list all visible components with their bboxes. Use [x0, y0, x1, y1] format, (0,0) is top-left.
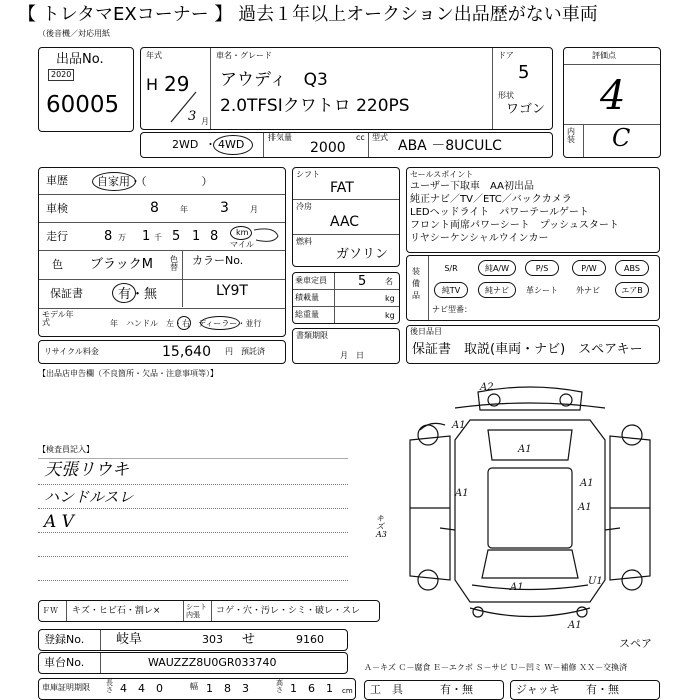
cert-d9: 1 [326, 682, 333, 695]
docs-label: 書類期限 [296, 331, 328, 340]
docs-unit: 月 日 [340, 351, 364, 360]
shaken-label: 車検 [46, 202, 68, 215]
equip-navi: 純ナビ [478, 282, 516, 298]
mark-a2: A2 [480, 382, 494, 393]
color-no: LY9T [216, 283, 248, 299]
header-bar [0, 0, 700, 30]
doors-label: ドア [498, 51, 514, 60]
disp-value: 2000 [310, 140, 346, 156]
reki-value: 自家用・（ ） [97, 175, 213, 188]
lot-number: 60005 [46, 92, 120, 118]
inspector-note-1: 天張リウキ [44, 460, 129, 480]
top-note: （後音機／対応用紙 [38, 29, 110, 38]
capacity-value: 5 [358, 274, 367, 289]
reg-pref: 岐阜 [116, 632, 143, 647]
slash-line [168, 90, 198, 125]
seller-note-label: 【出品店申告欄（不良箇所・欠品・注意事項等）】 [38, 369, 218, 378]
navi-label: ナビ型番： [432, 305, 472, 314]
capacity-label: 乗車定員 [295, 276, 327, 285]
gross-unit: kg [385, 311, 395, 320]
jack-value: 有・無 [586, 683, 619, 696]
lot-label: 出品No. [56, 52, 104, 67]
fuel-label: 燃料 [296, 237, 312, 246]
cert-d8: 6 [308, 682, 315, 695]
header-title: 【 トレタマEXコーナー 】 過去１年以上オークション出品歴がない車両 [18, 4, 598, 25]
score-value: 4 [600, 73, 626, 119]
shape-label: 形状 [498, 91, 514, 100]
model-year-label: モデル年式 [42, 310, 74, 327]
shaken-month: 3 [220, 200, 229, 216]
shaken-month-unit: 月 [250, 205, 258, 214]
year-value: 29 [164, 72, 190, 96]
equip-aw: 純A/W [478, 260, 516, 276]
soko-d1: 5 [172, 229, 181, 244]
sales-line-1: ユーザー下取車 AA初出品 [410, 181, 534, 192]
ac-value: AAC [330, 214, 360, 230]
cert-d2: 4 [138, 682, 145, 695]
shaken-year-unit: 年 [180, 205, 188, 214]
cert-d6: 3 [242, 682, 249, 695]
shape-value: ワゴン [506, 102, 546, 117]
load-unit: kg [385, 294, 395, 303]
shaken-year: 8 [150, 200, 159, 216]
diagram-left-note: キズ A3 [376, 514, 387, 539]
soko-d2: 1 [192, 229, 201, 244]
equip-sr: S/R [444, 264, 458, 273]
man-unit: 万 [118, 233, 126, 242]
jack-label: ジャッキ [516, 683, 560, 696]
soko-man: 8 [104, 229, 113, 244]
model-label: 型式 [372, 133, 388, 142]
mark-a1-door: A1 [578, 502, 592, 513]
fw-value: キズ・ヒビ石・割レ× [72, 606, 161, 616]
mark-u1: U1 [588, 576, 603, 587]
car-diagram [400, 380, 660, 635]
cert-d7: 1 [290, 682, 297, 695]
cert-u: cm [342, 687, 353, 695]
inspector-note-2: ハンドルスレ [44, 488, 134, 506]
hoshou-value: 有・無 [118, 287, 158, 302]
soko-d3: 8 [210, 229, 219, 244]
equip-tv: 純TV [434, 282, 468, 298]
sales-line-4: フロント両席パワーシート プッシュスタート [410, 220, 619, 231]
cert-label: 車庫証明期限 [42, 683, 90, 692]
load-label: 積載量 [295, 293, 319, 302]
year-era: H [146, 75, 159, 94]
name-label: 車名・グレード [216, 51, 272, 60]
tools-label: 工 具 [370, 683, 403, 696]
reg-kana: せ [242, 632, 256, 647]
fuel-value: ガソリン [336, 247, 389, 262]
equip-leather: 革シート [526, 286, 558, 295]
soko-sen: 1 [142, 229, 151, 244]
fw-label: ＦＷ [42, 606, 58, 615]
reg-label: 登録No. [44, 633, 85, 646]
shift-label: シフト [296, 170, 320, 179]
cert-d4: 1 [206, 682, 213, 695]
seat-value: コゲ・穴・汚レ・シミ・破レ・スレ [216, 606, 361, 616]
cert-m: 幅 [190, 682, 198, 691]
equip-label: 装備品 [412, 267, 420, 300]
car-grade: 2.0TFSIクワトロ 220PS [220, 96, 410, 116]
color-label: 色 [52, 258, 63, 271]
month-unit: 月 [201, 117, 209, 126]
equip-pw: P/W [572, 260, 606, 276]
colorchange-label: 色替 [170, 255, 178, 272]
after-label: 後日品目 [410, 327, 442, 336]
ac-label: 冷房 [296, 202, 312, 211]
soko-label: 走行 [46, 230, 68, 243]
cert-y: 長さ [106, 679, 113, 694]
cert-d3: 0 [156, 682, 163, 695]
km-label: km [236, 228, 249, 237]
doors-value: 5 [518, 62, 530, 83]
sales-label: セールスポイント [410, 170, 474, 179]
lot-year-tag: 2020 [48, 69, 74, 81]
inspector-note-3: A V [44, 512, 74, 532]
equip-ps: P/S [525, 260, 559, 276]
sales-line-2: 純正ナビ／TV／ETC／バックカメラ [410, 194, 572, 205]
sales-line-3: LEDヘッドライト パワーテールゲート [410, 207, 589, 218]
reg-num: 9160 [296, 633, 324, 646]
chassis-value: WAUZZZ8U0GR033740 [148, 656, 277, 669]
equip-airbag: エアB [615, 282, 649, 298]
cc-label: cc [356, 133, 365, 142]
mark-a1-center: A1 [518, 444, 532, 455]
equip-abs: ABS [615, 260, 649, 276]
cert-d: 高さ [276, 679, 283, 694]
legend: Ａ－キズ Ｃ－腐食 Ｅ－エクボ Ｓ－サビ Ｕ－凹ミ Ｗ－補修 ＸＸ－交換済 [364, 663, 628, 672]
score-label: 評価点 [592, 51, 616, 60]
handle-value: 年 ハンドル 左・右 ディーラー・並行 [110, 319, 262, 328]
drive-2wd: 2WD [172, 138, 199, 151]
sen-unit: 千 [154, 233, 162, 242]
color-no-label: カラーNo. [192, 254, 244, 267]
year-month: 3 [188, 109, 197, 124]
recycle-value: 15,640 [162, 344, 211, 360]
disp-label: 排気量 [268, 133, 292, 142]
reki-label: 車歴 [46, 174, 68, 187]
interior-value: C [612, 124, 631, 152]
chassis-label: 車台No. [44, 656, 85, 669]
model-value: ABA －8UCULC [398, 138, 502, 154]
drive-4wd: 4WD [218, 138, 245, 151]
spare-label: スペア [619, 637, 652, 650]
recycle-label: リサイクル料金 [44, 347, 99, 356]
mark-a1-mid-left: A1 [455, 488, 469, 499]
after-value: 保証書 取説(車両・ナビ) スペアキー [412, 342, 643, 357]
mark-a1-left: A1 [452, 420, 466, 431]
gross-label: 総重量 [295, 310, 319, 319]
mark-a1-bottom: A1 [568, 620, 582, 631]
mark-a1-mid-right: A1 [580, 478, 594, 489]
car-name: アウディ Q3 [220, 70, 328, 90]
mark-a1-front: A1 [510, 582, 524, 593]
sales-line-5: リヤシーケンシャルウインカー [410, 233, 549, 244]
equip-ext-navi: 外ナビ [576, 286, 600, 295]
inspector-label: 【検査員記入】 [38, 445, 94, 454]
cert-d1: 4 [120, 682, 127, 695]
reg-class: 303 [202, 633, 223, 646]
hoshou-label: 保証書 [50, 287, 83, 300]
tools-value: 有・無 [440, 683, 473, 696]
seat-label: シート内張 [186, 603, 207, 619]
cert-d5: 8 [224, 682, 231, 695]
year-label: 年式 [146, 51, 162, 60]
interior-label: 内装 [567, 127, 575, 144]
shift-value: FAT [330, 180, 354, 196]
recycle-unit: 円 預託済 [225, 347, 265, 356]
mile-label: マイル [230, 240, 254, 249]
color-value: ブラックM [90, 257, 153, 272]
capacity-unit: 名 [385, 277, 393, 286]
